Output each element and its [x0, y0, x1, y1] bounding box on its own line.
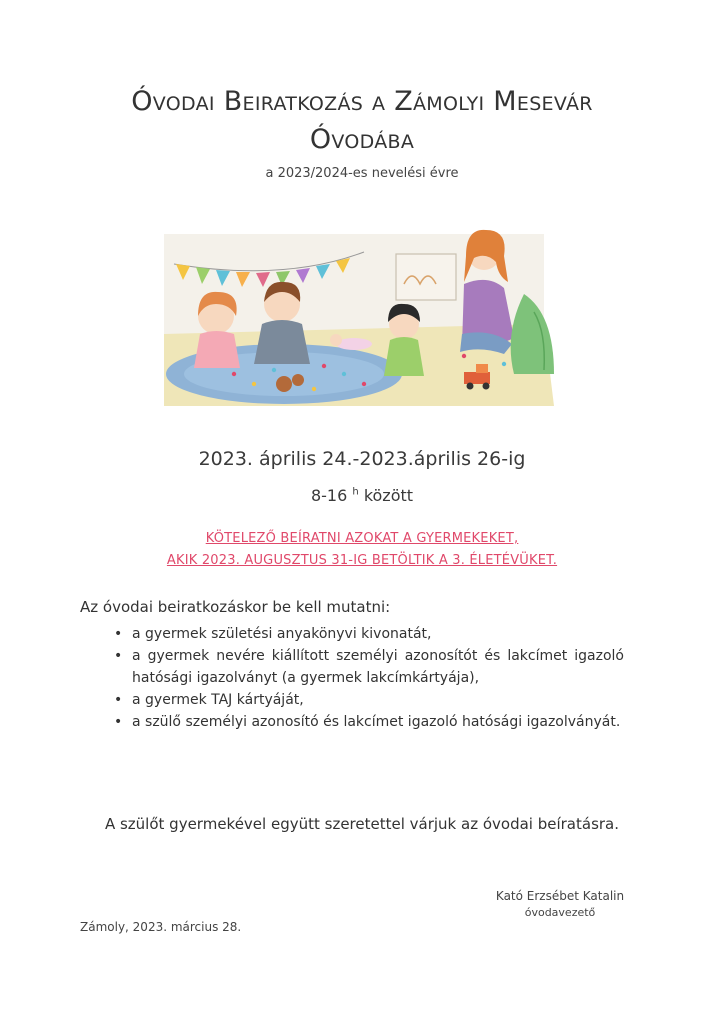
time-suffix: között: [363, 486, 414, 505]
list-item: • a szülő személyi azonosító és lakcímet igazoló hatósági igazolványát.: [112, 711, 624, 733]
list-item: • a gyermek TAJ kártyáját,: [112, 689, 624, 711]
mandatory-notice-line-1: KÖTELEZŐ BEÍRATNI AZOKAT A GYERMEKEKET,: [205, 531, 519, 546]
enrollment-time: [0, 486, 724, 505]
subtitle: a 2023/2024-es nevelési évre: [265, 166, 459, 181]
signatory-role: óvodavezető: [524, 906, 596, 919]
title-line-1: Óvodai Beiratkozás a Zámolyi Mesevár: [131, 86, 593, 117]
closing-sentence: A szülőt gyermekével együtt szeretettel várjuk az óvodai beíratásra.: [104, 815, 620, 833]
time-hour-mark: h: [352, 486, 359, 498]
list-item: • a gyermek nevére kiállított személyi azonosítót és lakcímet igazoló hatósági igazolványt (a gyermek lakcímkártyája),: [112, 645, 624, 689]
place-and-date: Zámoly, 2023. március 28.: [80, 920, 242, 934]
kindergarten-illustration: [164, 224, 554, 406]
title-line-2: Óvodába: [309, 124, 415, 155]
signatory-name: Kató Erzsébet Katalin: [495, 889, 625, 903]
list-item: • a gyermek születési anyakönyvi kivonatát,: [112, 623, 624, 645]
mandatory-notice-line-2: AKIK 2023. AUGUSZTUS 31-IG BETÖLTIK A 3. ÉLETÉVÜKET.: [166, 553, 558, 568]
enrollment-dates: 2023. április 24.-2023.április 26-ig: [198, 448, 526, 470]
time-range: 8-16: [310, 486, 348, 505]
requirements-list: [112, 623, 624, 733]
requirements-intro: Az óvodai beiratkozáskor be kell mutatni:: [80, 598, 391, 616]
